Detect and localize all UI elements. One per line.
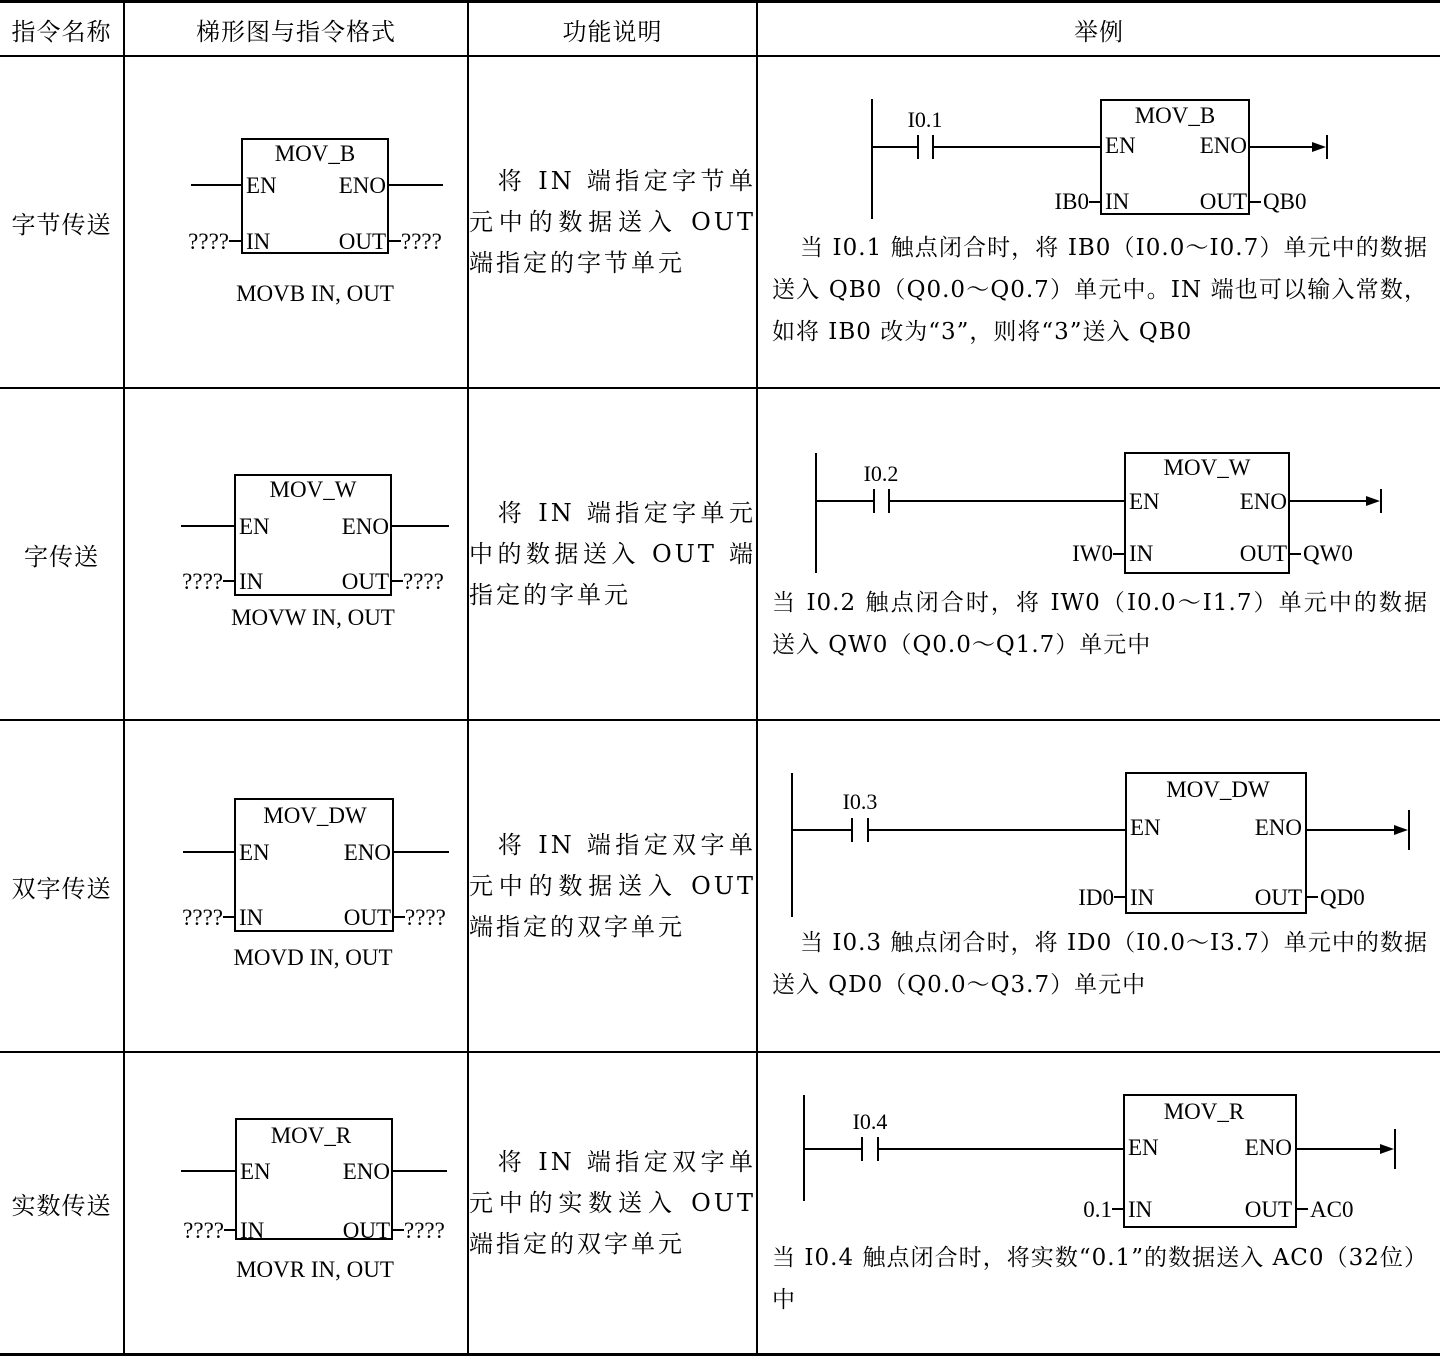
ladder-cell: [124, 56, 468, 388]
in-operand: IW0: [1072, 541, 1113, 566]
ladder-diagram: [125, 721, 469, 1051]
box-title: MOV_W: [1163, 455, 1251, 480]
out-label: OUT: [343, 905, 391, 930]
instruction-format: MOVR IN, OUT: [236, 1257, 394, 1282]
instruction-name: 实数传送: [0, 1052, 124, 1355]
header-row: [0, 2, 1440, 57]
description-text: 将 IN 端指定字单元中的数据送入 OUT 端指定的字单元: [469, 498, 756, 609]
box-title: MOV_DW: [263, 803, 367, 828]
in-operand: ID0: [1078, 885, 1114, 910]
ladder-cell: [124, 388, 468, 720]
function-description: [468, 1052, 757, 1355]
in-operand: ????: [183, 1218, 224, 1243]
out-label: OUT: [1244, 1197, 1292, 1222]
instruction-format: MOVW IN, OUT: [231, 605, 395, 630]
instruction-name: 双字传送: [0, 720, 124, 1052]
out-label: OUT: [1199, 189, 1247, 214]
description-text: 将 IN 端指定双字单元中的实数送入 OUT 端指定的双字单元: [469, 1147, 756, 1258]
function-description: [468, 388, 757, 720]
arrow-icon: [1366, 496, 1380, 506]
in-label: IN: [239, 569, 264, 594]
ladder-cell: [124, 720, 468, 1052]
box-title: MOV_W: [269, 477, 357, 502]
contact-label: I0.3: [842, 789, 878, 814]
example-note: [772, 582, 1428, 666]
en-label: EN: [240, 1159, 271, 1184]
example-note-text: 当 I0.1 触点闭合时，将 IB0（I0.0～I0.7）单元中的数据送入 QB0（Q0.0～Q0.7）单元中。IN 端也可以输入常数，如将 IB0 改为“3”，则将“3”送入 QB0: [772, 235, 1428, 345]
ladder-diagram: [125, 57, 469, 387]
box-title: MOV_R: [270, 1123, 352, 1148]
en-label: EN: [239, 514, 270, 539]
table-row: [0, 388, 1440, 720]
out-label: OUT: [1254, 885, 1302, 910]
in-operand: ????: [188, 229, 229, 254]
arrow-icon: [1312, 142, 1326, 152]
example-cell: [757, 388, 1440, 720]
out-label: OUT: [1239, 541, 1287, 566]
out-label: OUT: [341, 569, 389, 594]
header-ladder: 梯形图与指令格式: [124, 2, 468, 57]
out-operand: QW0: [1303, 541, 1353, 566]
box-title: MOV_B: [274, 141, 356, 166]
eno-label: ENO: [1244, 1135, 1292, 1160]
example-note-text: 当 I0.4 触点闭合时，将实数“0.1”的数据送入 AC0（32位）中: [772, 1245, 1428, 1313]
contact-label: I0.1: [907, 107, 943, 132]
in-operand: ????: [182, 905, 223, 930]
example-note-text: 当 I0.3 触点闭合时，将 ID0（I0.0～I3.7）单元中的数据送入 QD0（Q0.0～Q3.7）单元中: [772, 930, 1428, 998]
ladder-cell: [124, 1052, 468, 1355]
example-cell: [757, 720, 1440, 1052]
header-function: 功能说明: [468, 2, 757, 57]
example-note-text: 当 I0.2 触点闭合时，将 IW0（I0.0～I1.7）单元中的数据送入 QW0（Q0.0～Q1.7）单元中: [772, 590, 1428, 658]
eno-label: ENO: [342, 1159, 390, 1184]
out-operand: ????: [403, 569, 444, 594]
example-cell: [757, 56, 1440, 388]
example-note: [772, 1237, 1428, 1321]
in-operand: IB0: [1054, 189, 1089, 214]
en-label: EN: [1105, 133, 1136, 158]
function-description: [468, 56, 757, 388]
box-title: MOV_DW: [1166, 777, 1270, 802]
eno-label: ENO: [1199, 133, 1247, 158]
in-label: IN: [246, 229, 271, 254]
out-operand: ????: [405, 905, 446, 930]
en-label: EN: [1128, 1135, 1159, 1160]
table-row: [0, 1052, 1440, 1355]
header-example: 举例: [757, 2, 1440, 57]
ladder-diagram: [125, 1053, 469, 1353]
eno-label: ENO: [343, 840, 391, 865]
out-operand: AC0: [1310, 1197, 1354, 1222]
contact-label: I0.2: [863, 461, 899, 486]
out-operand: QD0: [1320, 885, 1365, 910]
contact-label: I0.4: [852, 1109, 888, 1134]
description-text: 将 IN 端指定字节单元中的数据送入 OUT 端指定的字节单元: [469, 166, 756, 277]
in-label: IN: [240, 1218, 265, 1243]
eno-label: ENO: [1254, 815, 1302, 840]
in-label: IN: [1105, 189, 1130, 214]
en-label: EN: [1129, 489, 1160, 514]
example-ladder: [758, 389, 1440, 719]
arrow-icon: [1380, 1144, 1394, 1154]
eno-label: ENO: [341, 514, 389, 539]
function-description: [468, 720, 757, 1052]
instruction-name: 字节传送: [0, 56, 124, 388]
en-label: EN: [246, 173, 277, 198]
out-label: OUT: [342, 1218, 390, 1243]
eno-label: ENO: [338, 173, 386, 198]
box-title: MOV_B: [1134, 103, 1216, 128]
in-operand: 0.1: [1083, 1197, 1112, 1222]
header-name: 指令名称: [0, 2, 124, 57]
table-row: [0, 56, 1440, 388]
instruction-format: MOVB IN, OUT: [236, 281, 394, 306]
in-label: IN: [1130, 885, 1155, 910]
out-operand: ????: [404, 1218, 445, 1243]
out-operand: ????: [401, 229, 442, 254]
in-operand: ????: [182, 569, 223, 594]
description-text: 将 IN 端指定双字单元中的数据送入 OUT 端指定的双字单元: [469, 830, 756, 941]
ladder-diagram: [125, 389, 469, 719]
table-row: [0, 720, 1440, 1052]
eno-label: ENO: [1239, 489, 1287, 514]
example-note: [772, 227, 1428, 353]
example-note: [772, 922, 1428, 1006]
instruction-format: MOVD IN, OUT: [233, 945, 393, 970]
example-cell: [757, 1052, 1440, 1355]
box-title: MOV_R: [1163, 1099, 1245, 1124]
out-operand: QB0: [1263, 189, 1307, 214]
in-label: IN: [1129, 541, 1154, 566]
en-label: EN: [239, 840, 270, 865]
en-label: EN: [1130, 815, 1161, 840]
in-label: IN: [1128, 1197, 1153, 1222]
arrow-icon: [1394, 825, 1408, 835]
in-label: IN: [239, 905, 264, 930]
instruction-name: 字传送: [0, 388, 124, 720]
out-label: OUT: [338, 229, 386, 254]
